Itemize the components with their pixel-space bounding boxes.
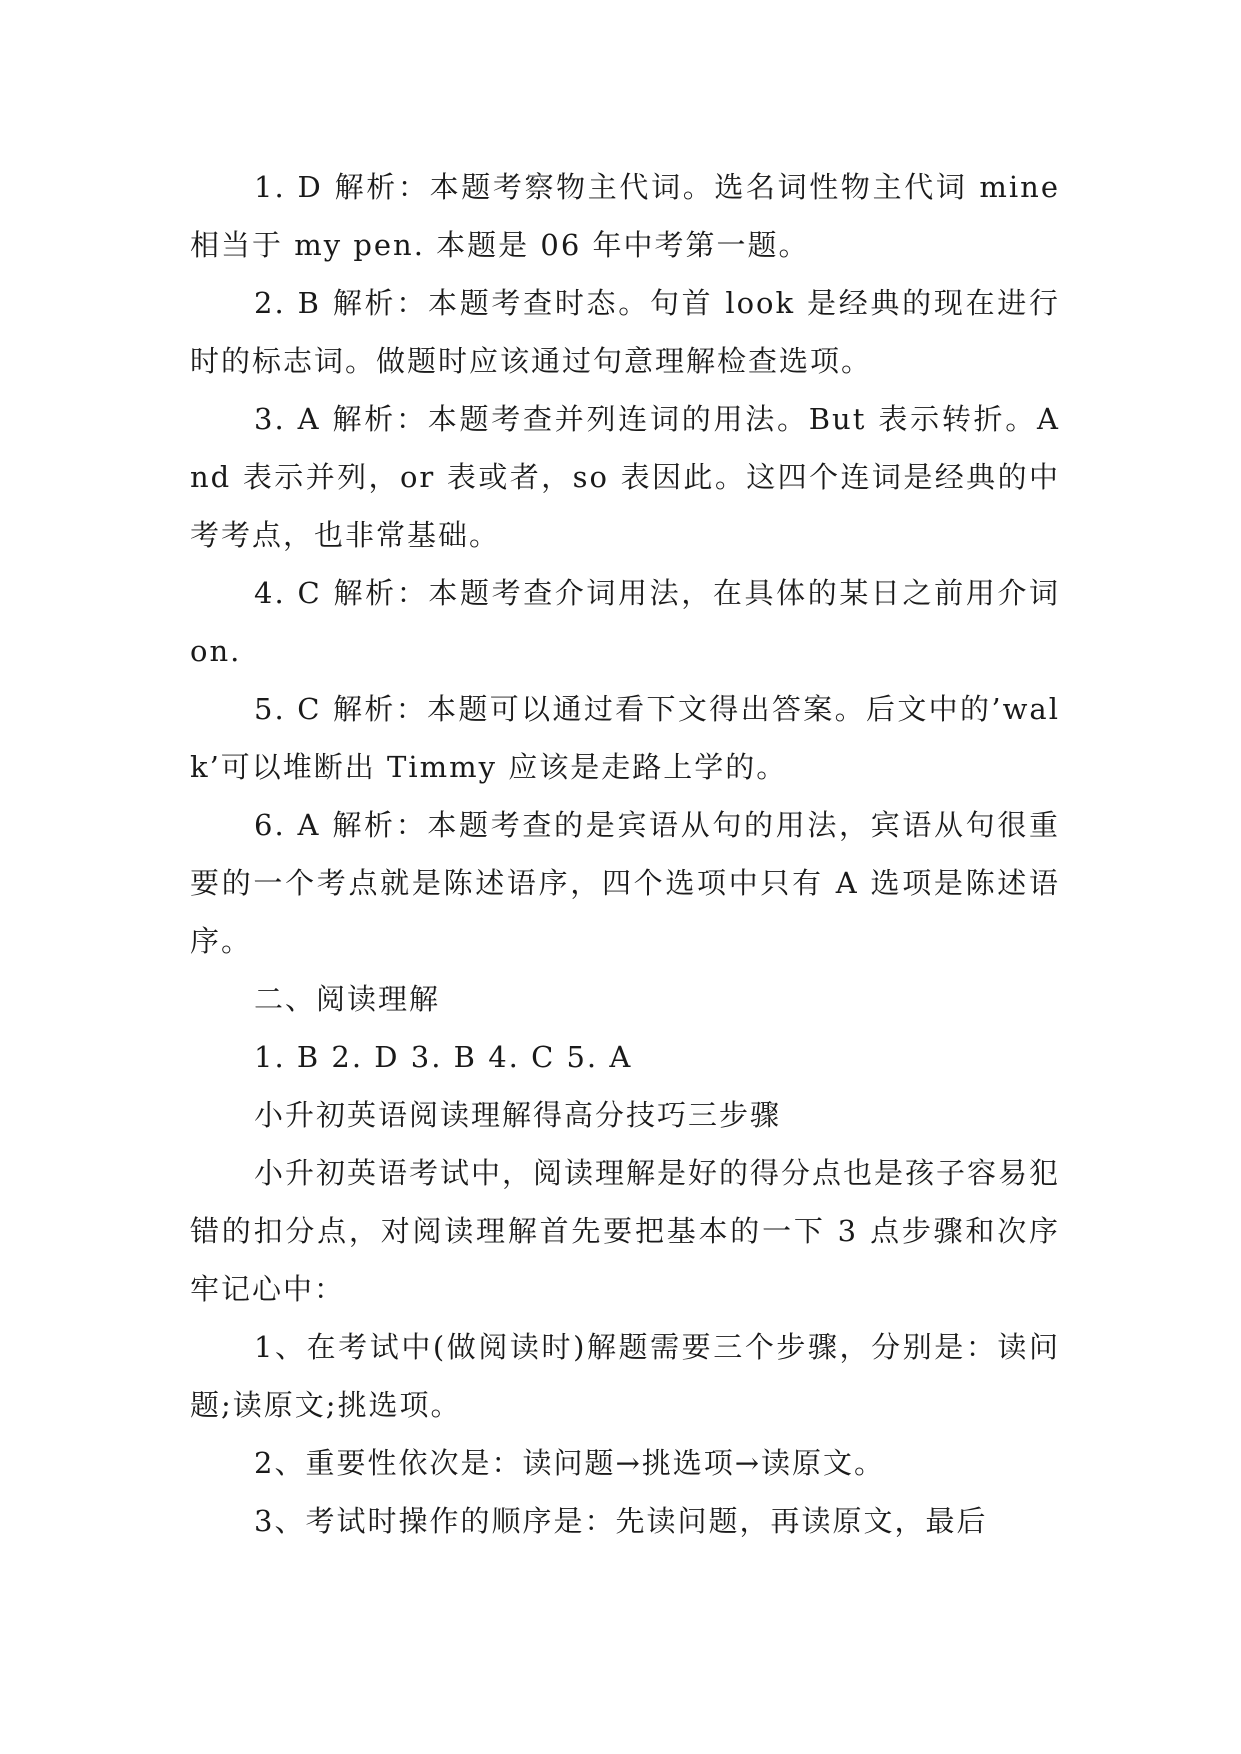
body-paragraph-intro: 小升初英语考试中，阅读理解是好的得分点也是孩子容易犯错的扣分点，对阅读理解首先要把基本的一下 3 点步骤和次序牢记心中：	[190, 1156, 1061, 1306]
answer-explanation-1: 1. D 解析：本题考察物主代词。选名词性物主代词 mine 相当于 my pen. 本题是 06 年中考第一题。	[190, 170, 1060, 262]
article-title: 小升初英语阅读理解得高分技巧三步骤	[254, 1098, 782, 1132]
answer-explanation-6: 6. A 解析：本题考查的是宾语从句的用法，宾语从句很重要的一个考点就是陈述语序，四个选项中只有 A 选项是陈述语序。	[190, 808, 1060, 958]
answer-explanation-3: 3. A 解析：本题考查并列连词的用法。But 表示转折。And 表示并列，or 表或者，so 表因此。这四个连词是经典的中考考点，也非常基础。	[190, 402, 1060, 552]
answer-explanation-2: 2. B 解析：本题考查时态。句首 look 是经典的现在进行时的标志词。做题时应该通过句意理解检查选项。	[190, 286, 1060, 378]
step-item-2: 2、重要性依次是：读问题→挑选项→读原文。	[254, 1446, 886, 1480]
step-item-3: 3、考试时操作的顺序是：先读问题，再读原文，最后	[254, 1504, 988, 1538]
step-item-1: 1、在考试中(做阅读时)解题需要三个步骤，分别是：读问题;读原文;挑选项。	[190, 1330, 1060, 1422]
answer-explanation-5: 5. C 解析：本题可以通过看下文得出答案。后文中的’walk’可以堆断出 Timmy 应该是走路上学的。	[190, 692, 1060, 784]
answer-explanation-4: 4. C 解析：本题考查介词用法，在具体的某日之前用介词 on.	[190, 576, 1060, 668]
section-heading-reading: 二、阅读理解	[254, 982, 441, 1016]
document-body	[190, 158, 1060, 1550]
reading-answers: 1. B 2. D 3. B 4. C 5. A	[254, 1040, 633, 1074]
